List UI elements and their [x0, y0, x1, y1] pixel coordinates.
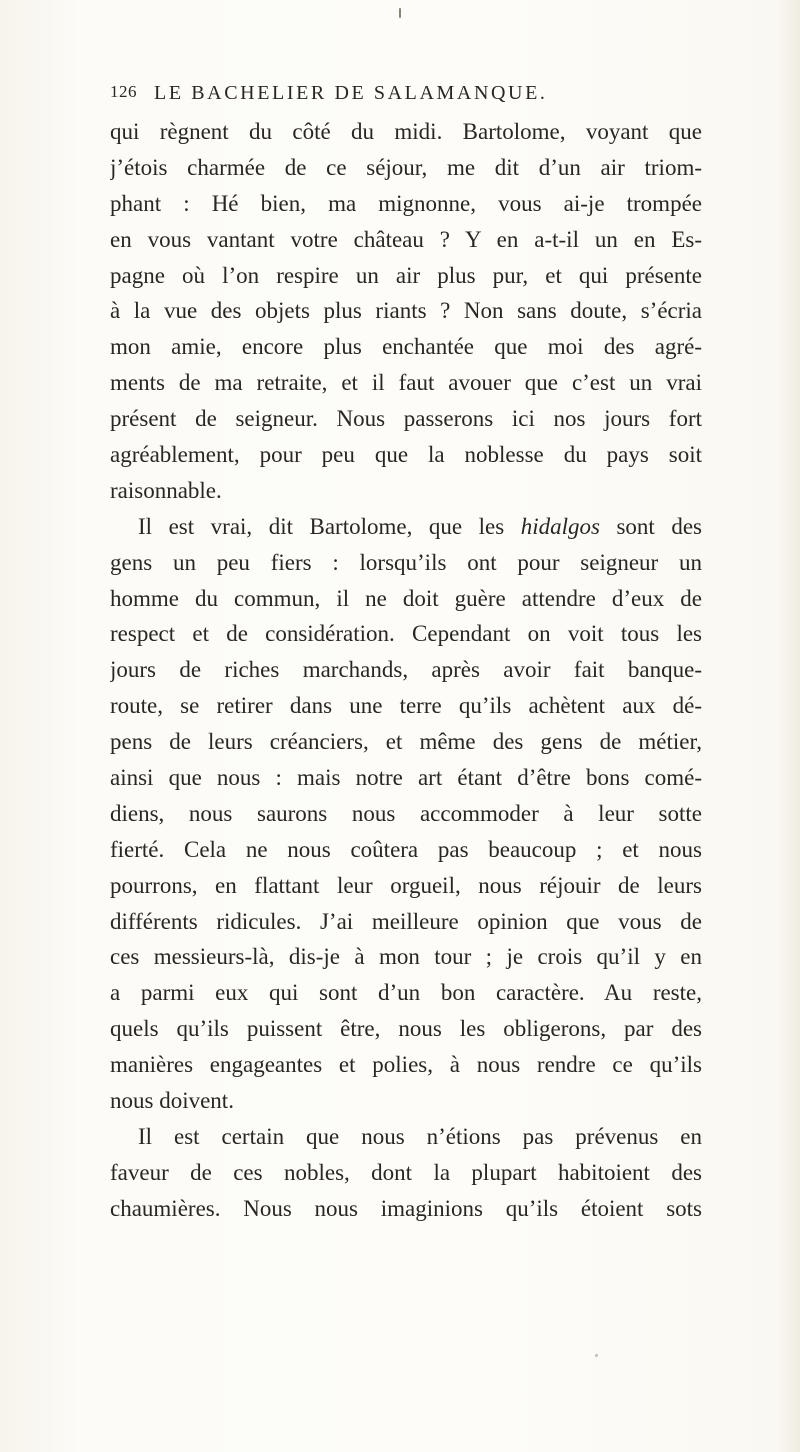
text-line: nous doivent. [110, 1088, 234, 1114]
text-line: fierté. Cela ne nous coûtera pas beaucoup ; et nous [110, 836, 702, 862]
page-header [110, 82, 710, 116]
body-text [110, 114, 702, 1227]
print-speck [399, 8, 401, 18]
text-line: j’étois charmée de ce séjour, me dit d’un air triom- [110, 154, 702, 180]
italic-word: hidalgos [520, 513, 600, 539]
page-number: 126 [110, 82, 137, 101]
text-line: manières engageantes et polies, à nous rendre ce qu’ils [110, 1052, 702, 1078]
text-span: sont des [599, 513, 702, 539]
text-line: qui règnent du côté du midi. Bartolome, voyant que [110, 119, 702, 144]
text-line: à la vue des objets plus riants ? Non sans doute, s’écria [110, 298, 702, 324]
text-line: présent de seigneur. Nous passerons ici nos jours fort [110, 406, 702, 432]
text-line: agréablement, pour peu que la noblesse du pays soit [110, 442, 702, 468]
text-line: ainsi que nous : mais notre art étant d’être bons comé- [110, 765, 702, 791]
text-line: pourrons, en flattant leur orgueil, nous réjouir de leurs [110, 872, 702, 898]
text-line: gens un peu fiers : lorsqu’ils ont pour seigneur un [110, 549, 702, 575]
text-line: Il est certain que nous n’étions pas prévenus en [138, 1123, 702, 1149]
text-line: pens de leurs créanciers, et même des gens de métier, [110, 729, 702, 755]
text-line: pagne où l’on respire un air plus pur, et qui présente [110, 262, 702, 288]
text-line: respect et de considération. Cependant on voit tous les [110, 621, 702, 647]
text-span: Il est vrai, dit Bartolome, que les [138, 513, 521, 539]
text-line: différents ridicules. J’ai meilleure opinion que vous de [110, 908, 702, 934]
text-line: diens, nous saurons nous accommoder à leur sotte [110, 800, 702, 826]
text-line: a parmi eux qui sont d’un bon caractère. Au reste, [110, 980, 702, 1006]
text-line: route, se retirer dans une terre qu’ils achètent aux dé- [110, 693, 702, 719]
page-edge-shadow [776, 0, 800, 1452]
text-line: raisonnable. [110, 477, 222, 503]
text-line: ments de ma retraite, et il faut avouer que c’est un vrai [110, 370, 702, 396]
text-line: phant : Hé bien, ma mignonne, vous ai-je trompée [110, 190, 702, 216]
text-line: mon amie, encore plus enchantée que moi des agré- [110, 334, 702, 360]
text-line: homme du commun, il ne doit guère attendre d’eux de [110, 585, 702, 611]
text-line: faveur de ces nobles, dont la plupart habitoient des [110, 1159, 702, 1185]
text-line: chaumières. Nous nous imaginions qu’ils étoient sots [110, 1195, 702, 1221]
text-line: quels qu’ils puissent être, nous les obligerons, par des [110, 1016, 702, 1042]
text-line-mixed [110, 509, 702, 545]
running-title: LE BACHELIER DE SALAMANQUE. [154, 82, 548, 104]
text-line: jours de riches marchands, après avoir fait banque- [110, 657, 702, 683]
print-speck [595, 1354, 598, 1357]
text-line: en vous vantant votre château ? Y en a-t-il un en Es- [110, 226, 702, 252]
text-line: ces messieurs-là, dis-je à mon tour ; je crois qu’il y en [110, 944, 702, 970]
